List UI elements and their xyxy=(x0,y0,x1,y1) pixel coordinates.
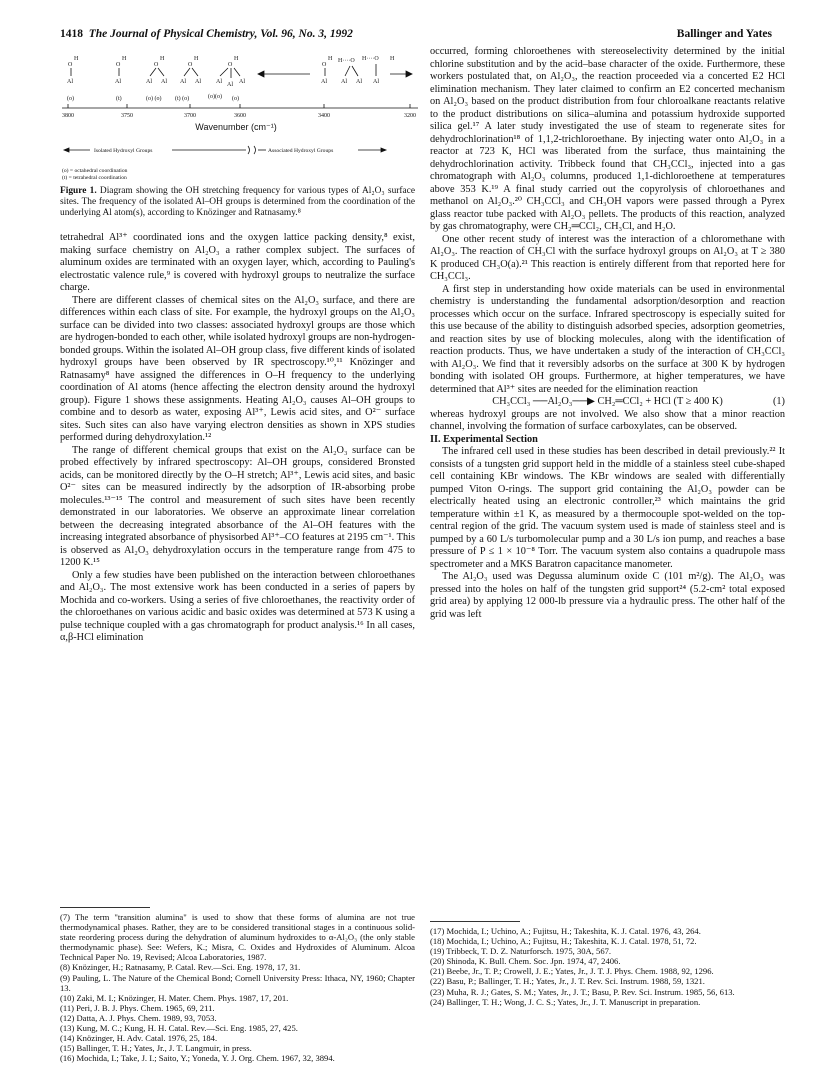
left-footnotes xyxy=(60,912,415,1063)
footnote: (17) Mochida, I.; Uchino, A.; Fujitsu, H.; Takeshita, K. J. Catal. 1976, 43, 264. xyxy=(430,926,701,936)
footnote: (18) Mochida, I.; Uchino, A.; Fujitsu, H.; Takeshita, K. J. Catal. 1978, 51, 72. xyxy=(430,936,697,947)
svg-text:Al: Al xyxy=(67,79,73,85)
svg-text:H: H xyxy=(328,56,333,62)
page-number: 1418 xyxy=(60,28,83,40)
footnote: (23) Muha, R. J.; Gates, S. M.; Yates, Jr., J. T.; Basu, P. Rev. Sci. Instrum. 1985, 56, 613. xyxy=(430,986,735,997)
footnote: (15) Ballinger, T. H.; Yates, Jr., J. T. Langmuir, in press. xyxy=(60,1043,252,1054)
figure-caption: Figure 1. Diagram showing the OH stretching frequency for various types of Al₂O₃ surface sites. The frequency of the isolated Al–OH groups is determined from the coordination of the underlying Al atom(s), according to Knözinger and Ratnasamy.⁸ xyxy=(60,186,415,218)
paragraph: The range of different chemical groups that exist on the Al₂O₃ surface can be probed effectively by infrared spectroscopy: Al–OH groups, considered Bronsted acids, can be monitored directly by the O–H stretch; Al³⁺, Lewis acid sites, and basic O²⁻ sites can be measured indirectly by the adsorption of IR-absorbing probe molecules.¹³⁻¹⁵ The control and measurement of such sites have been recently demonstrated in our laboratories. We observe an approximate linear correlation between the decreasing integrated absorbance of the Al–OH features with the increasing integrated absorbance of physisorbed Al³⁺–CO features at 2195 cm⁻¹. This is observed as Al₂O₃ dehydroxylation occurs in the temperature range from 475 to 1200 K.¹⁵ xyxy=(60,444,415,568)
svg-text:O: O xyxy=(188,62,193,68)
svg-text:(t) = tetrahedral coordination: (t) = tetrahedral coordination xyxy=(62,175,127,181)
axis-title: Wavenumber (cm⁻¹) xyxy=(195,122,277,132)
svg-text:Al: Al xyxy=(216,79,222,85)
paragraph: Only a few studies have been published on the interaction between chloroethanes and Al₂O₃. The most extensive work has been conducted in a series of papers by Mochida and co-workers. Using a series of five chloroethanes, the reactivity order of the chloroethanes on various acidic and basic oxides was determined at 573 K using a pulse technique coupled with a gas chromatograph for product analysis.¹⁶ In all cases, α,β-HCl elimination xyxy=(60,569,415,643)
footnote: (12) Datta, A. J. Phys. Chem. 1989, 93, 7053. xyxy=(60,1012,217,1023)
footnote: (7) The term "transition alumina" is used to show that these forms of alumina are not true thermodynamical phases. Rather, they are to be considered transitional stages in a continuous solid-state reordering process during the dehydration of aluminum hydroxides to α-Al₂O₃ (the only stable thermodynamic phase). See: Wefers, K.; Misra, C. Oxides and Hydroxides of Aluminum. Alcoa Technical Paper No. 19, Revised; Alcoa Laboratories, 1987. xyxy=(60,912,415,963)
coordination-legend xyxy=(62,167,128,181)
svg-text:Al: Al xyxy=(227,82,233,88)
footnote: (21) Beebe, Jr., T. P.; Crowell, J. E.; Yates, Jr., J. T. J. Phys. Chem. 1988, 92, 1296. xyxy=(430,966,714,977)
paragraph: The infrared cell used in these studies has been described in detail previously.²² It consists of a tungsten grid support held in the middle of a stainless steel cube-shaped cell containing KBr windows. The KBr windows are sealed with differentially pumped Viton O-rings. The support grid containing the Al₂O₃ powder can be electrically heated using an electronic controller,²³ which maintains the grid temperature within ±1 K, as measured by a thermocouple spot-welded on the top-central region of the grid. The vacuum system used is made of stainless steel and is pumped by a 60 L/s turbomolecular pump and a 30 L/s ion pump, and reaches a base pressure of P ≤ 1 × 10⁻⁸ Torr. The vacuum system also contains a quadrupole mass spectrometer and a MKS Baratron capacitance manometer. xyxy=(430,446,785,570)
svg-text:3700: 3700 xyxy=(184,113,196,119)
associated-groups-label: Associated Hydroxyl Groups xyxy=(268,148,334,154)
svg-text:O: O xyxy=(68,62,73,68)
svg-text:3200: 3200 xyxy=(404,113,416,119)
svg-text:H: H xyxy=(234,56,239,62)
isolated-groups-label: Isolated Hydroxyl Groups xyxy=(94,148,153,154)
svg-text:H: H xyxy=(74,56,79,62)
svg-text:Al: Al xyxy=(146,79,152,85)
svg-text:H····O: H····O xyxy=(362,56,379,62)
svg-text:H: H xyxy=(390,56,395,62)
svg-text:Al: Al xyxy=(161,79,167,85)
footnote: (20) Shinoda, K. Bull. Chem. Soc. Jpn. 1974, 47, 2406. xyxy=(430,956,621,967)
svg-text:H: H xyxy=(160,56,165,62)
svg-text:Al: Al xyxy=(373,79,379,85)
svg-text:Al: Al xyxy=(341,79,347,85)
right-footnotes xyxy=(430,926,785,1007)
svg-text:(o)(o): (o)(o) xyxy=(208,94,222,100)
footnote: (8) Knözinger, H.; Ratnasamy, P. Catal. Rev.—Sci. Eng. 1978, 17, 31. xyxy=(60,962,301,973)
paragraph: A first step in understanding how oxide materials can be used in environmental chemistry is understanding the fundamental adsorption/desorption and reaction processes which occur on the surface. Infrared spectroscopy is especially suited for this use because of the ability to distinguish adsorbed species, adsorption geometries, and reaction sites by use of blocking molecules, along with the identification of reaction products. Thus, we have undertaken a study of the interaction of CH₃CCl₃ with Al₂O₃. We find that it reversibly adsorbs on the surface at 300 K by hydrogen bonding with isolated OH groups. Furthermore, at higher temperatures, we have determined that Al³⁺ sites are needed for the elimination reaction xyxy=(430,283,785,395)
surface-site-structures xyxy=(67,56,412,88)
left-column xyxy=(60,232,415,645)
svg-text:3800: 3800 xyxy=(62,113,74,119)
paragraph: tetrahedral Al³⁺ coordinated ions and the oxygen lattice packing density,⁸ exist, making surface chemistry on Al₂O₃ a rather complex subject. The surfaces of aluminum oxides are terminated with an oxygen layer, which, according to Pauling's electrostatic valence rule,⁹ is covered with hydroxyl groups to neutralize the surface charge. xyxy=(60,232,415,293)
axis-tick-labels xyxy=(62,113,416,119)
footnote: (22) Basu, P.; Ballinger, T. H.; Yates, Jr., J. T. Rev. Sci. Instrum. 1988, 59, 1321. xyxy=(430,976,705,987)
footnote: (13) Kung, M. C.; Kung, H. H. Catal. Rev.—Sci. Eng. 1985, 27, 425. xyxy=(60,1023,298,1034)
svg-text:3600: 3600 xyxy=(234,113,246,119)
equation-1: CH₃CCl₃ ──Al₂O₃──▶ CH₂═CCl₂ + HCl (T ≥ 400 K) (1) xyxy=(492,396,785,407)
svg-text:Al: Al xyxy=(180,79,186,85)
paragraph: whereas hydroxyl groups are not involved. We also show that a minor reaction channel, involving the formation of surface carboxylates, can be observed. xyxy=(430,408,785,432)
svg-text:H: H xyxy=(194,56,199,62)
svg-text:H····O: H····O xyxy=(338,58,355,64)
svg-text:(t): (t) xyxy=(116,96,122,102)
footnote: (14) Knözinger, H. Adv. Catal. 1976, 25, 184. xyxy=(60,1033,218,1044)
svg-text:O: O xyxy=(228,62,233,68)
section-heading: II. Experimental Section xyxy=(430,433,538,445)
footnote: (16) Mochida, I.; Take, J. I.; Saito, Y.; Yoneda, Y. J. Org. Chem. 1967, 32, 3894. xyxy=(60,1053,335,1064)
footnote: (10) Zaki, M. I.; Knözinger, H. Mater. Chem. Phys. 1987, 17, 201. xyxy=(60,992,289,1003)
footnote: (24) Ballinger, T. H.; Wong, J. C. S.; Yates, Jr., J. T. Manuscript in preparation. xyxy=(430,996,701,1007)
footnote: (19) Tribbeck, T. D. Z. Naturforsch. 1975, 30A, 567. xyxy=(430,946,612,957)
running-header xyxy=(60,28,772,44)
svg-text:3750: 3750 xyxy=(121,113,133,119)
site-labels xyxy=(67,93,239,102)
paragraph: One other recent study of interest was the interaction of a chloromethane with Al₂O₃. The reaction of CH₃Cl with the surface hydroxyl groups on Al₂O₃ at T ≥ 380 K produced CH₃O(a).²¹ This reaction is entirely different from that reported here for CH₃CCl₃. xyxy=(430,233,785,282)
footnote-divider xyxy=(60,907,150,908)
author-header: Ballinger and Yates xyxy=(676,28,772,40)
svg-text:O: O xyxy=(116,62,121,68)
svg-text:Al: Al xyxy=(356,79,362,85)
svg-text:Al: Al xyxy=(195,79,201,85)
right-column xyxy=(430,46,785,621)
equation-number: (1) xyxy=(772,396,785,407)
svg-text:Al: Al xyxy=(115,79,121,85)
svg-text:3400: 3400 xyxy=(318,113,330,119)
svg-text:(o) = octahedral coordination: (o) = octahedral coordination xyxy=(62,168,128,174)
svg-text:(o) (o): (o) (o) xyxy=(146,96,162,102)
group-range-arrows xyxy=(64,146,386,154)
svg-text:(o): (o) xyxy=(232,96,239,102)
svg-text:H: H xyxy=(122,56,127,62)
svg-text:(o): (o) xyxy=(67,96,74,102)
wavenumber-axis xyxy=(62,104,418,108)
paragraph: There are different classes of chemical sites on the Al₂O₃ surface, and there are differences within each class of site. For example, the hydroxyl groups on the Al₂O₃ surface can be divided into two classes: associated hydroxyl groups are those which are hydrogen-bonded to each other, while isolated hydroxyl groups are non-hydrogen-bonded groups. Within the isolated Al–OH group class, five different kinds of isolated hydroxyl groups have been observed by IR spectroscopy.¹⁰,¹¹ Knözinger and Ratnasamy⁸ have assigned the differences in O–H frequency to the underlying coordination of Al atoms (hence affecting the electron density around the hydroxyl group). Figure 1 shows these assignments. Heating Al₂O₃ causes Al–OH groups to combine and to desorb as water, exposing Al³⁺, Lewis acid sites, and O²⁻ surface sites. Such sites can also have varying electron densities as shown in XPS studies performed during dehydroxylation.¹² xyxy=(60,294,416,443)
svg-text:Al: Al xyxy=(321,79,327,85)
svg-text:O: O xyxy=(322,62,327,68)
footnote-divider xyxy=(430,921,520,922)
svg-text:(t) (o): (t) (o) xyxy=(175,96,190,102)
figure-1-diagram xyxy=(60,48,420,188)
svg-text:O: O xyxy=(154,62,159,68)
svg-text:Al: Al xyxy=(239,79,245,85)
footnote: (11) Peri, J. B. J. Phys. Chem. 1965, 69, 211. xyxy=(60,1002,215,1013)
paragraph: The Al₂O₃ used was Degussa aluminum oxide C (101 m²/g). The Al₂O₃ was pressed into the holes on half of the tungsten grid support²⁴ (5.2-cm² total exposed grid area) by applying 12 000-lb pressure via a hydraulic press. The other half of the grid was left xyxy=(430,571,785,620)
footnote: (9) Pauling, L. The Nature of the Chemical Bond; Cornell University Press: Ithaca, NY, 1960; Chapter 13. xyxy=(60,972,415,993)
paragraph: occurred, forming chloroethenes with stereoselectivity determined by the initial chlorine substitution and by the acid–base character of the oxide. Furthermore, these workers postulated that, on Al₂O₃, the reaction proceeded via a concerted E2 HCl elimination mechanism. They later claimed to confirm an E2 concerted mechanism on Al₂O₃ based on the product distribution from four chloroalkane reactants relative to the product distributions on silica–alumina and potassium hydroxide supported silica gel.¹⁷ A later study investigated the use of steam to regenerate sites for dehydrochlorination¹⁸ of 1,1,2-trichloroethane. By injecting water onto Al₂O₃ in a reactor at 723 K, HCl was liberated from the surface, thus maintaining the dehydrochlorination activity. Tribbeck found that CH₃CCl₃, injected into a gas chromatograph with Al₂O₃ columns, produced 1,1-dichloroethene at temperatures above 353 K.¹⁹ A final study carried out the copyrolysis of chloroethanes and methanol on Al₂O₃.²⁰ CH₃CCl₃ and CH₃OH vapors were passed through a Pyrex glass reactor tube packed with Al₂O₃ pellets. The products of this reaction, analyzed by gas chromatography, were CH₂═CCl₂, CH₃Cl, and H₂O. xyxy=(430,46,785,232)
journal-citation: The Journal of Physical Chemistry, Vol. 96, No. 3, 1992 xyxy=(88,28,353,40)
